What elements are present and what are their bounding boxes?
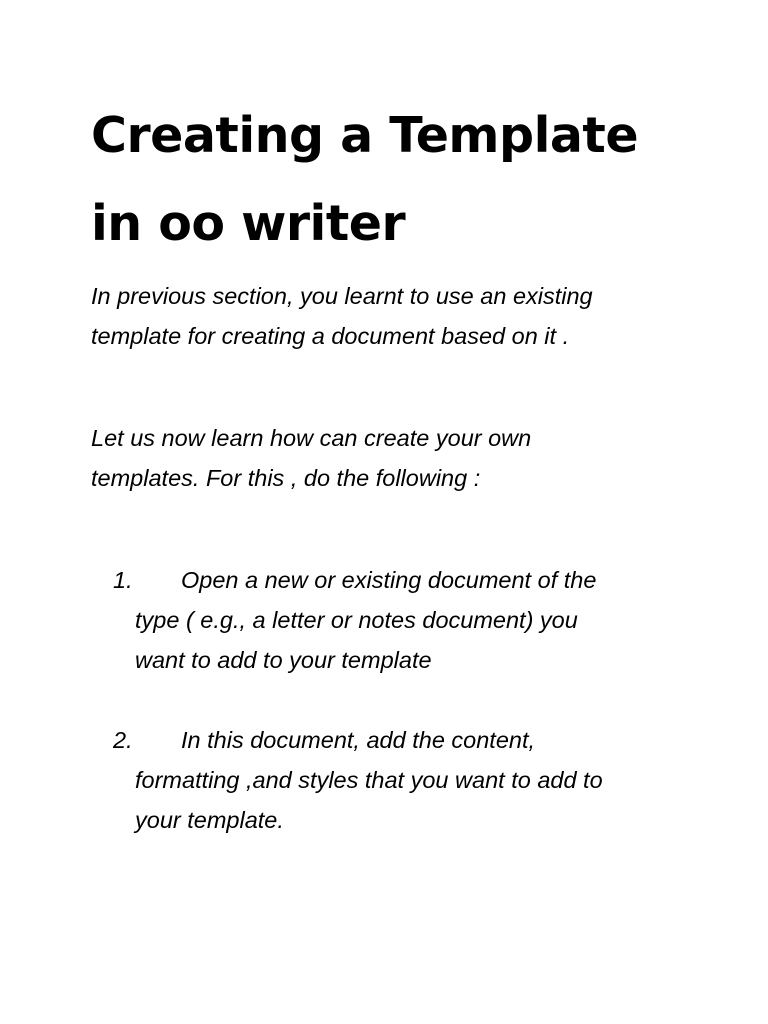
list-item: [113, 560, 596, 680]
list-item-text: type ( e.g., a letter or notes document) you: [135, 607, 578, 633]
list-item-first-line: [113, 720, 603, 760]
page-title: [91, 92, 731, 268]
list-item-text: Open a new or existing document of the: [181, 567, 597, 593]
title-line-1: Creating a Template: [91, 107, 639, 164]
paragraph-line: templates. For this , do the following :: [91, 465, 481, 491]
paragraph-intro: [91, 276, 593, 356]
list-item: [113, 720, 603, 840]
list-item-first-line: [113, 560, 596, 600]
title-line-2: in oo writer: [91, 195, 406, 252]
list-item-text: formatting ,and styles that you want to add to: [135, 767, 603, 793]
paragraph-instructions: [91, 418, 531, 498]
paragraph-line: template for creating a document based on it .: [91, 323, 570, 349]
list-item-text: your template.: [135, 807, 284, 833]
list-number: 2.: [113, 727, 133, 753]
list-item-text: want to add to your template: [135, 647, 432, 673]
list-number: 1.: [113, 567, 133, 593]
paragraph-line: In previous section, you learnt to use an existing: [91, 283, 593, 309]
list-item-text: In this document, add the content,: [181, 727, 536, 753]
paragraph-line: Let us now learn how can create your own: [91, 425, 532, 451]
